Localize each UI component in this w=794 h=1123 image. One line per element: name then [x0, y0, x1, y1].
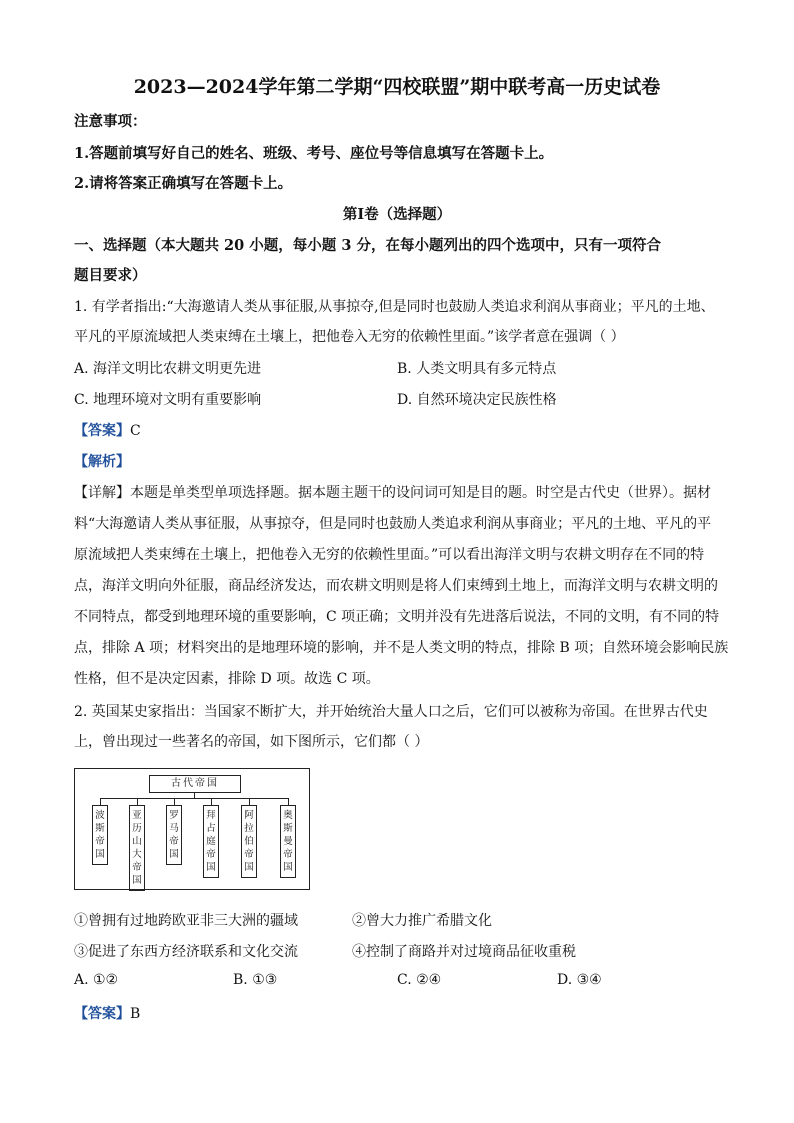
empire-diagram: [74, 768, 310, 890]
q2-option-d: D. ③④: [557, 972, 602, 988]
q2-option-b: B. ①③: [233, 972, 278, 988]
q2-statement-3: ③促进了东西方经济联系和文化交流: [74, 944, 298, 960]
q1-stem-line1: 1. 有学者指出:“大海邀请人类从事征服,从事掠夺,但是同时也鼓励人类追求利润从事商业；平凡的土地、: [74, 299, 715, 315]
q1-detail-line: 【详解】本题是单类型单项选择题。据本题主题干的设问词可知是目的题。时空是古代史（世界）。据材: [74, 485, 711, 501]
q1-option-b: B. 人类文明具有多元特点: [397, 361, 557, 377]
section-instruction-line2: 题目要求）: [74, 267, 147, 284]
q1-analysis-tag: [74, 451, 130, 471]
diagram-connector: [137, 798, 138, 805]
q1-detail-line: 不同特点，都受到地理环境的重要影响，C 项正确；文明并没有先进落后说法，不同的文明，有不同的特: [74, 609, 720, 625]
q1-detail-line: 性格，但不是决定因素，排除 D 项。故选 C 项。: [74, 671, 380, 687]
diagram-connector: [211, 798, 212, 805]
section-instruction-line1: 一、选择题（本大题共 20 小题，每小题 3 分，在每小题列出的四个选项中，只有一项符合: [74, 237, 661, 254]
q1-detail-line: 点，海洋文明向外征服，商品经济发达，而农耕文明则是将人们束缚到土地上，而海洋文明与农耕文明的: [74, 578, 718, 594]
diagram-root: 古代帝国: [149, 775, 241, 793]
q1-answer: [74, 420, 141, 440]
diagram-child-roman-empire: 罗 马 帝 国: [166, 805, 182, 865]
q2-statement-1: ①曾拥有过地跨欧亚非三大洲的疆域: [74, 913, 298, 929]
q2-answer: [74, 1003, 140, 1023]
diagram-child-byzantine-empire: 拜 占 庭 帝 国: [203, 805, 219, 878]
q1-detail-line: 原流域把人类束缚在土壤上，把他卷入无穷的依赖性里面。”可以看出海洋文明与农耕文明存在不同的特: [74, 547, 705, 563]
diagram-connector: [100, 798, 288, 799]
answer-tag: 【答案】: [74, 423, 130, 439]
q2-stem-line1: 2. 英国某史家指出：当国家不断扩大，并开始统治大量人口之后，它们可以被称为帝国。在世界古代史: [74, 704, 708, 720]
section-title: 第Ⅰ卷（选择题）: [342, 206, 452, 223]
notice-heading: 注意事项：: [74, 113, 147, 130]
q1-option-c: C. 地理环境对文明有重要影响: [74, 392, 262, 408]
q1-option-a: A. 海洋文明比农耕文明更先进: [74, 361, 262, 377]
q1-detail-line: 点，排除 A 项；材料突出的是地理环境的影响，并不是人类文明的特点，排除 B 项；自然环境会影响民族: [74, 640, 729, 656]
diagram-connector: [288, 798, 289, 805]
answer-value: C: [130, 423, 141, 439]
diagram-connector: [100, 798, 101, 805]
notice-item-1: 1.答题前填写好自己的姓名、班级、考号、座位号等信息填写在答题卡上。: [74, 145, 554, 162]
answer-tag: 【答案】: [74, 1006, 130, 1022]
q1-option-d: D. 自然环境决定民族性格: [397, 392, 557, 408]
q2-statement-4: ④控制了商路并对过境商品征收重税: [352, 944, 576, 960]
notice-item-2: 2.请将答案正确填写在答题卡上。: [74, 175, 293, 192]
diagram-connector: [249, 798, 250, 805]
q2-stem-line2: 上，曾出现过一些著名的帝国，如下图所示，它们都（ ）: [74, 734, 429, 750]
diagram-child-alexander-empire: 亚 历 山 大 帝 国: [129, 805, 145, 891]
diagram-child-persian-empire: 波 斯 帝 国: [92, 805, 108, 865]
diagram-connector: [174, 798, 175, 805]
q2-option-a: A. ①②: [74, 972, 119, 988]
page-title: 2023—2024学年第二学期“四校联盟”期中联考高一历史试卷: [133, 76, 661, 98]
q2-statement-2: ②曾大力推广希腊文化: [352, 913, 492, 929]
analysis-tag: 【解析】: [74, 454, 130, 470]
diagram-child-ottoman-empire: 奥 斯 曼 帝 国: [280, 805, 296, 878]
diagram-child-arab-empire: 阿 拉 伯 帝 国: [241, 805, 257, 878]
q2-option-c: C. ②④: [397, 972, 442, 988]
q1-stem-line2: 平凡的平原流域把人类束缚在土壤上，把他卷入无穷的依赖性里面。”该学者意在强调（ ）: [74, 329, 625, 345]
q1-detail-line: 料“大海邀请人类从事征服，从事掠夺，但是同时也鼓励人类追求利润从事商业；平凡的土地、平凡的平: [74, 516, 712, 532]
answer-value: B: [130, 1006, 141, 1022]
